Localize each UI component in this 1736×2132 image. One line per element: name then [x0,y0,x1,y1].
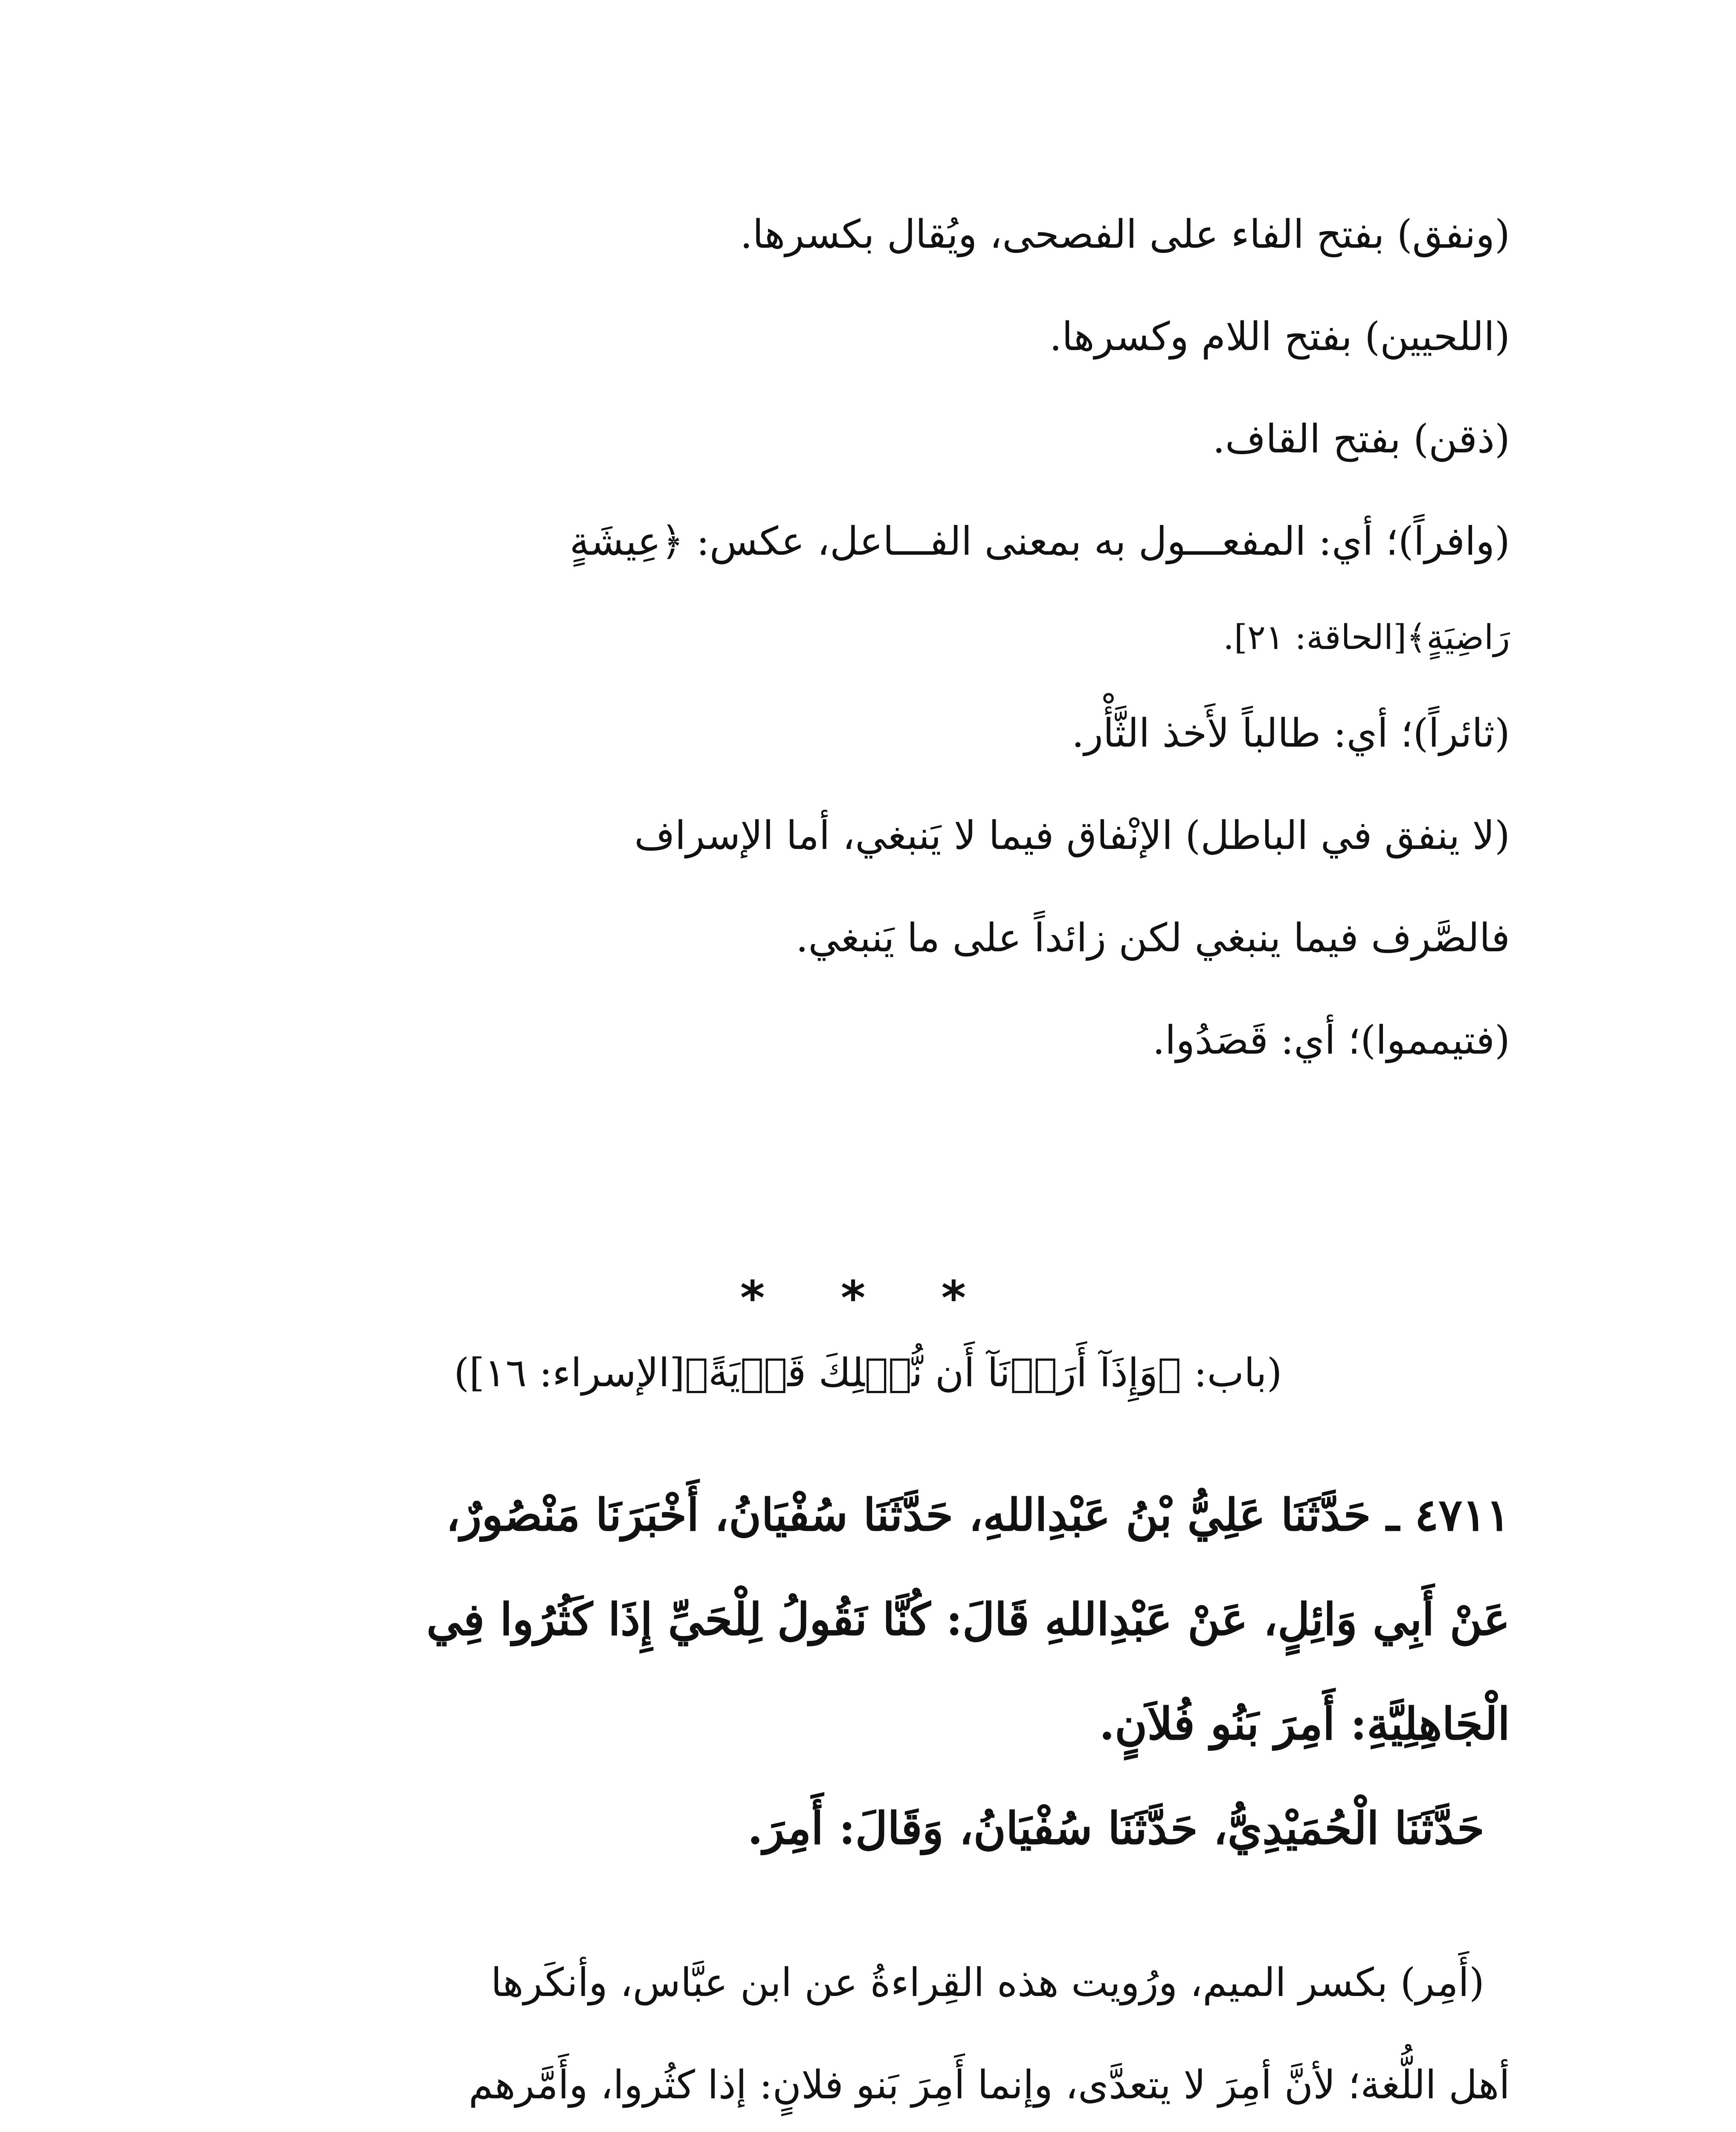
glossary-section [256,183,1510,1092]
glossary-line: (ذقن) بفتح القاف. [1212,416,1510,462]
glossary-line: (اللحيين) بفتح اللام وكسرها. [1049,314,1510,359]
glossary-line: (وافراً)؛ أي: المفعـــول به بمعنى الفـــاعل، عكس: ﴿عِيشَةٍ [569,519,1510,564]
commentary-line: (أَمِر) بكسر الميم، ورُويت هذه القِراءةُ عن ابن عبَّاس، وأنكَرها [491,1960,1484,2005]
hadith-line: الْجَاهِلِيَّةِ: أَمِرَ بَنُو فُلاَنٍ. [1099,1697,1510,1750]
glossary-line: (ونفق) بفتح الفاء على الفصحى، ويُقال بكسرها. [740,211,1510,257]
commentary-line: أهل اللُّغة؛ لأنَّ أمِرَ لا يتعدَّى، وإنما أَمِرَ بَنو فلانٍ: إذا كثُروا، وأَمَّرهم [468,2062,1510,2108]
commentary-section [256,1932,1510,2132]
hadith-line: ٤٧١١ ـ حَدَّثَنَا عَلِيُّ بْنُ عَبْدِاللهِ، حَدَّثَنَا سُفْيَانُ، أَخْبَرَنَا مَنْصُورٌ، [446,1489,1510,1541]
section-separator: * * * [740,1271,996,1325]
glossary-line: (فتيمموا)؛ أي: قَصَدُوا. [1152,1017,1510,1063]
hadith-text [256,1463,1510,1880]
hadith-line: عَنْ أَبِي وَائِلٍ، عَنْ عَبْدِاللهِ قَالَ: كُنَّا نَقُولُ لِلْحَيِّ إِذَا كَثُرُوا فِي [426,1593,1510,1645]
glossary-line: فالصَّرف فيما ينبغي لكن زائداً على ما يَنبغي. [796,915,1510,961]
chapter-heading: (باب: ﴿وَإِذَآ أَرَدۡنَآ أَن نُّهۡلِكَ قَرۡيَةً﴾[الإسراء: ١٦]) [454,1350,1282,1396]
glossary-line: (لا ينفق في الباطل) الإنْفاق فيما لا يَنبغي، أما الإسراف [634,813,1510,858]
hadith-line: حَدَّثَنَا الْحُمَيْدِيُّ، حَدَّثَنَا سُفْيَانُ، وَقَالَ: أَمِرَ. [747,1802,1484,1854]
glossary-line: (ثائراً)؛ أي: طالباً لأَخذ الثَّأْر. [1072,710,1510,756]
glossary-line: رَاضِيَةٍ﴾[الحاقة: ٢١]. [1223,617,1510,657]
